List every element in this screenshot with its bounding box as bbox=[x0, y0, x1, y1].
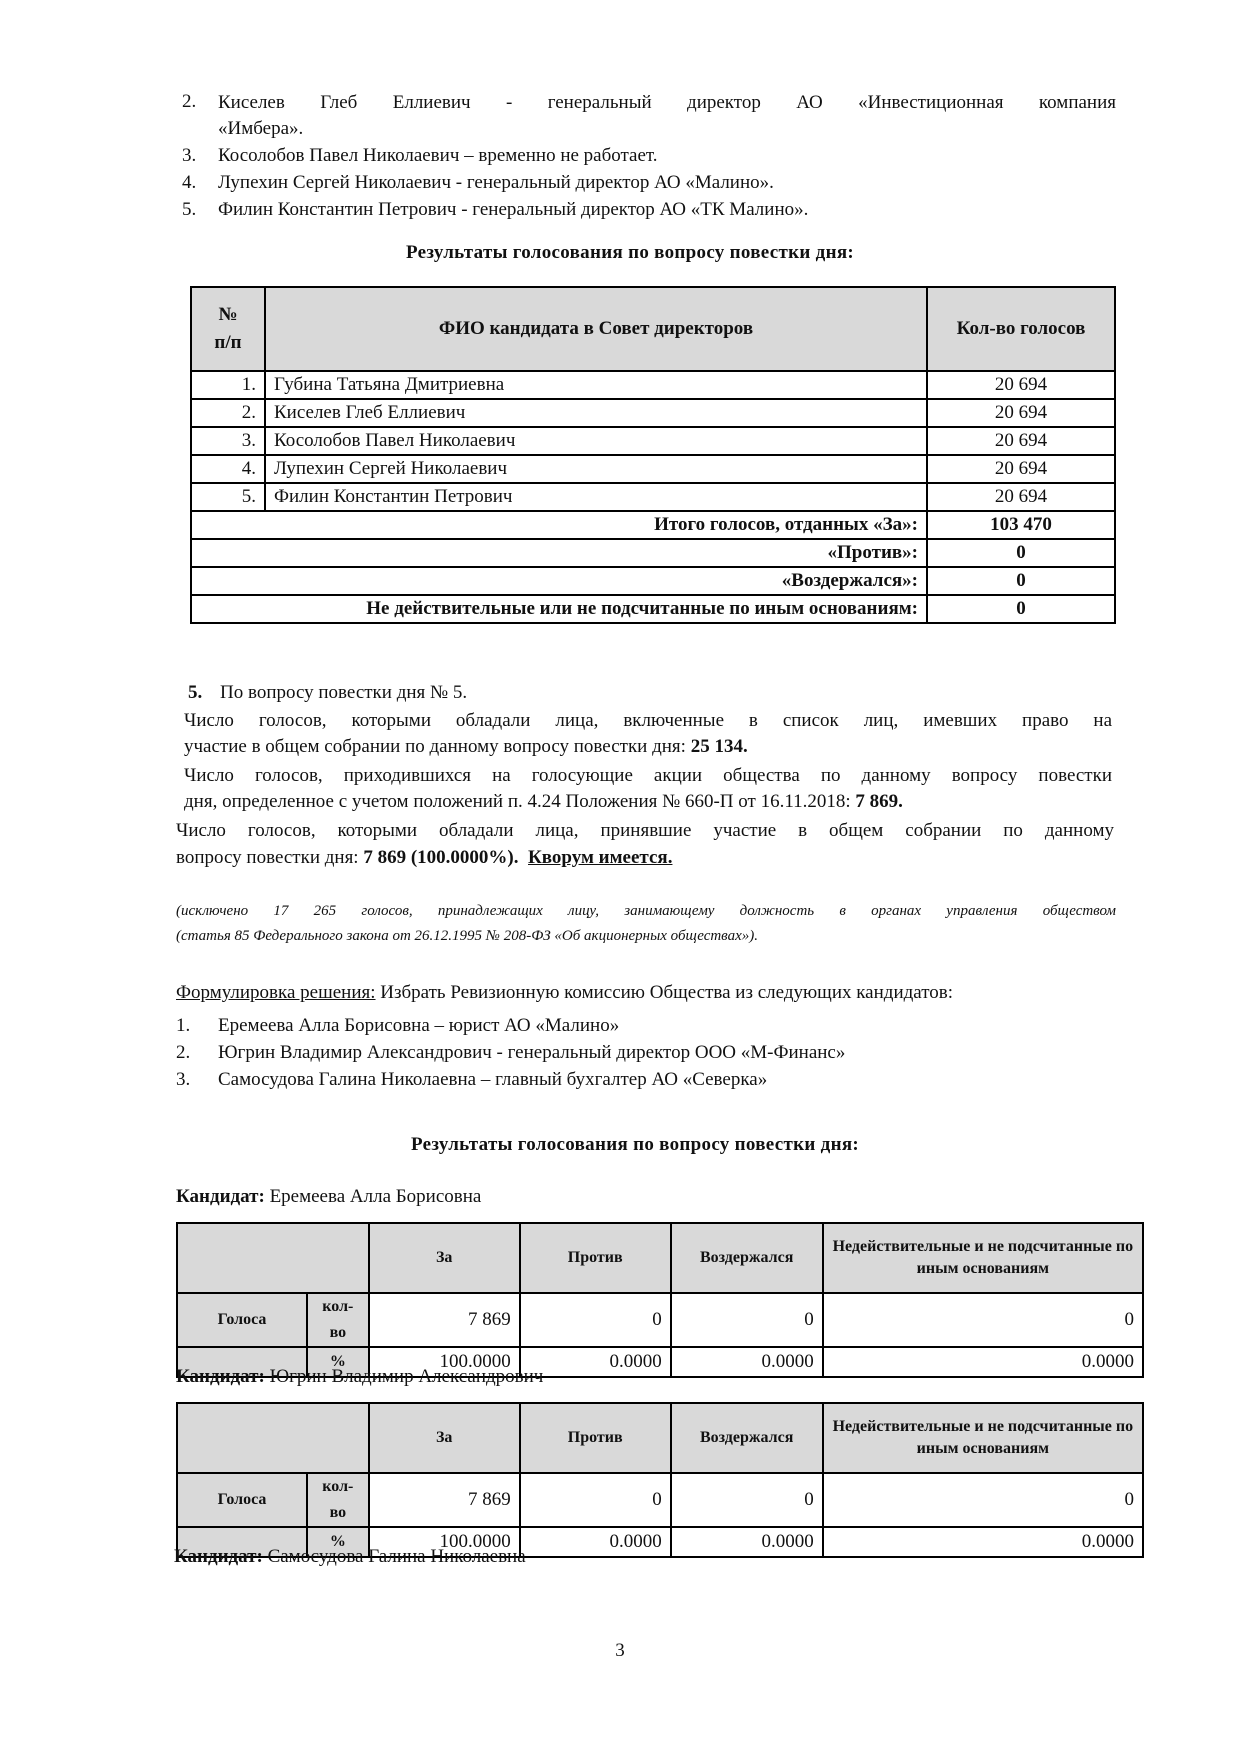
cell-for: 100.0000 bbox=[369, 1527, 520, 1557]
list-item-text: Филин Константин Петрович - генеральный директор АО «ТК Малино». bbox=[218, 199, 809, 220]
list-number: 1. bbox=[176, 1015, 191, 1036]
row-number: 5. bbox=[191, 483, 265, 511]
list-item-text: Лупехин Сергей Николаевич - генеральный директор АО «Малино». bbox=[218, 172, 774, 193]
total-value: 103 470 bbox=[927, 511, 1115, 539]
total-label: Итого голосов, отданных «За»: bbox=[191, 511, 927, 539]
candidate-name: Югрин Владимир Александрович bbox=[269, 1366, 544, 1387]
cell-against: 0.0000 bbox=[520, 1347, 671, 1377]
candidate-name: Еремеева Алла Борисовна bbox=[269, 1186, 482, 1207]
row-votes: 20 694 bbox=[927, 455, 1115, 483]
results-title: Результаты голосования по вопросу повестки дня: bbox=[405, 242, 855, 263]
table-row bbox=[191, 399, 1115, 427]
row-votes: 20 694 bbox=[927, 483, 1115, 511]
total-row bbox=[191, 567, 1115, 595]
total-label: «Против»: bbox=[191, 539, 927, 567]
paragraph-line bbox=[176, 845, 672, 871]
total-label: «Воздержался»: bbox=[191, 567, 927, 595]
question-title: По вопросу повестки дня № 5. bbox=[220, 682, 468, 703]
col-header-name: ФИО кандидата в Совет директоров bbox=[265, 287, 927, 371]
cell-for: 7 869 bbox=[369, 1473, 520, 1527]
cell-abstain: 0 bbox=[671, 1473, 823, 1527]
total-value: 0 bbox=[927, 595, 1115, 623]
candidate-heading bbox=[174, 1546, 526, 1568]
cell-abstain: 0 bbox=[671, 1293, 823, 1347]
candidate-votes-table bbox=[176, 1222, 1144, 1378]
cell-for: 100.0000 bbox=[369, 1347, 520, 1377]
question-number: 5. bbox=[188, 682, 203, 703]
col-header-against: Против bbox=[520, 1403, 671, 1473]
cell-invalid: 0 bbox=[823, 1293, 1143, 1347]
decision-label: Формулировка решения: bbox=[176, 982, 376, 1003]
list-number: 4. bbox=[182, 172, 197, 193]
list-item-continuation: «Имбера». bbox=[218, 118, 304, 139]
candidate-heading bbox=[176, 1186, 481, 1208]
paragraph-text: вопросу повестки дня: bbox=[176, 847, 364, 868]
audit-candidate: Югрин Владимир Александрович - генеральный директор ООО «М-Финанс» bbox=[218, 1042, 846, 1063]
col-header-abstain: Воздержался bbox=[671, 1403, 823, 1473]
list-item-text: Киселев Глеб Еллиевич - генеральный директор АО «Инвестиционная компания bbox=[218, 92, 1116, 113]
audit-candidate: Еремеева Алла Борисовна – юрист АО «Малино» bbox=[218, 1015, 620, 1036]
decision-text: Избрать Ревизионную комиссию Общества из следующих кандидатов: bbox=[375, 982, 954, 1003]
list-number: 5. bbox=[182, 199, 197, 220]
row-sublabel: % bbox=[307, 1527, 369, 1557]
table-row bbox=[191, 427, 1115, 455]
cell-abstain: 0.0000 bbox=[671, 1347, 823, 1377]
row-number: 2. bbox=[191, 399, 265, 427]
candidate-label: Кандидат: bbox=[176, 1366, 265, 1387]
row-name: Киселев Глеб Еллиевич bbox=[265, 399, 927, 427]
page-number: 3 bbox=[615, 1640, 625, 1661]
candidate-votes-table bbox=[176, 1402, 1144, 1558]
total-row bbox=[191, 539, 1115, 567]
cell-invalid: 0.0000 bbox=[823, 1527, 1143, 1557]
note-line: (статья 85 Федерального закона от 26.12.1995 № 208-ФЗ «Об акционерных обществах»). bbox=[176, 928, 758, 944]
note-line: (исключено 17 265 голосов, принадлежащих лицу, занимающему должность в органах управления обществом bbox=[176, 903, 1116, 919]
cell-against: 0 bbox=[520, 1473, 671, 1527]
cell-against: 0.0000 bbox=[520, 1527, 671, 1557]
board-votes-table bbox=[190, 286, 1116, 624]
list-item-text: Косолобов Павел Николаевич – временно не работает. bbox=[218, 145, 658, 166]
cell-abstain: 0.0000 bbox=[671, 1527, 823, 1557]
table-row bbox=[191, 483, 1115, 511]
decision-line bbox=[176, 980, 953, 1006]
paragraph-line bbox=[184, 789, 903, 815]
row-name: Лупехин Сергей Николаевич bbox=[265, 455, 927, 483]
row-number: 4. bbox=[191, 455, 265, 483]
eligible-votes-value: 25 134. bbox=[690, 736, 748, 757]
col-header-invalid: Недействительные и не подсчитанные по иным основаниям bbox=[823, 1403, 1143, 1473]
voting-shares-value: 7 869. bbox=[855, 791, 903, 812]
col-header-number: № п/п bbox=[191, 287, 265, 371]
row-name: Филин Константин Петрович bbox=[265, 483, 927, 511]
empty-header-cell bbox=[177, 1403, 369, 1473]
candidate-label: Кандидат: bbox=[176, 1186, 265, 1207]
candidate-label: Кандидат: bbox=[174, 1546, 263, 1567]
total-label: Не действительные или не подсчитанные по иным основаниям: bbox=[191, 595, 927, 623]
quorum-status: Кворум имеется. bbox=[528, 847, 673, 868]
row-votes: 20 694 bbox=[927, 371, 1115, 399]
row-name: Косолобов Павел Николаевич bbox=[265, 427, 927, 455]
row-label: Голоса bbox=[177, 1473, 307, 1527]
list-number: 2. bbox=[182, 91, 197, 112]
row-votes: 20 694 bbox=[927, 399, 1115, 427]
col-header-for: За bbox=[369, 1403, 520, 1473]
table-header-row bbox=[191, 287, 1115, 371]
total-row bbox=[191, 595, 1115, 623]
list-number: 3. bbox=[176, 1069, 191, 1090]
row-sublabel: кол-во bbox=[307, 1293, 369, 1347]
total-value: 0 bbox=[927, 567, 1115, 595]
table-header-row bbox=[177, 1403, 1143, 1473]
table-row bbox=[177, 1473, 1143, 1527]
row-sublabel: кол-во bbox=[307, 1473, 369, 1527]
paragraph-line: Число голосов, приходившихся на голосующие акции общества по данному вопросу повестки bbox=[184, 765, 1112, 786]
col-header-for: За bbox=[369, 1223, 520, 1293]
table-row bbox=[177, 1293, 1143, 1347]
row-votes: 20 694 bbox=[927, 427, 1115, 455]
paragraph-text: дня, определенное с учетом положений п. 4.24 Положения № 660-П от 16.11.2018: bbox=[184, 791, 856, 812]
list-number: 3. bbox=[182, 145, 197, 166]
col-header-against: Против bbox=[520, 1223, 671, 1293]
cell-for: 7 869 bbox=[369, 1293, 520, 1347]
cell-against: 0 bbox=[520, 1293, 671, 1347]
col-header-invalid: Недействительные и не подсчитанные по иным основаниям bbox=[823, 1223, 1143, 1293]
paragraph-line bbox=[184, 734, 748, 760]
paragraph-line: Число голосов, которыми обладали лица, включенные в список лиц, имевших право на bbox=[184, 710, 1112, 731]
empty-header-cell bbox=[177, 1223, 369, 1293]
table-header-row bbox=[177, 1223, 1143, 1293]
row-name: Губина Татьяна Дмитриевна bbox=[265, 371, 927, 399]
results-title-2: Результаты голосования по вопросу повестки дня: bbox=[410, 1134, 860, 1155]
col-header-abstain: Воздержался bbox=[671, 1223, 823, 1293]
row-label: Голоса bbox=[177, 1293, 307, 1347]
total-value: 0 bbox=[927, 539, 1115, 567]
table-row bbox=[191, 455, 1115, 483]
row-number: 3. bbox=[191, 427, 265, 455]
paragraph-text: участие в общем собрании по данному вопросу повестки дня: bbox=[184, 736, 691, 757]
cell-invalid: 0 bbox=[823, 1473, 1143, 1527]
row-number: 1. bbox=[191, 371, 265, 399]
total-row bbox=[191, 511, 1115, 539]
paragraph-line: Число голосов, которыми обладали лица, принявшие участие в общем собрании по данному bbox=[176, 820, 1114, 841]
candidate-name: Самосудова Галина Николаевна bbox=[267, 1546, 526, 1567]
row-sublabel: % bbox=[307, 1347, 369, 1377]
col-header-votes: Кол-во голосов bbox=[927, 287, 1115, 371]
candidate-heading bbox=[176, 1366, 543, 1388]
participants-votes-value: 7 869 (100.0000%). bbox=[363, 847, 519, 868]
audit-candidate: Самосудова Галина Николаевна – главный бухгалтер АО «Северка» bbox=[218, 1069, 768, 1090]
table-row bbox=[191, 371, 1115, 399]
list-number: 2. bbox=[176, 1042, 191, 1063]
cell-invalid: 0.0000 bbox=[823, 1347, 1143, 1377]
